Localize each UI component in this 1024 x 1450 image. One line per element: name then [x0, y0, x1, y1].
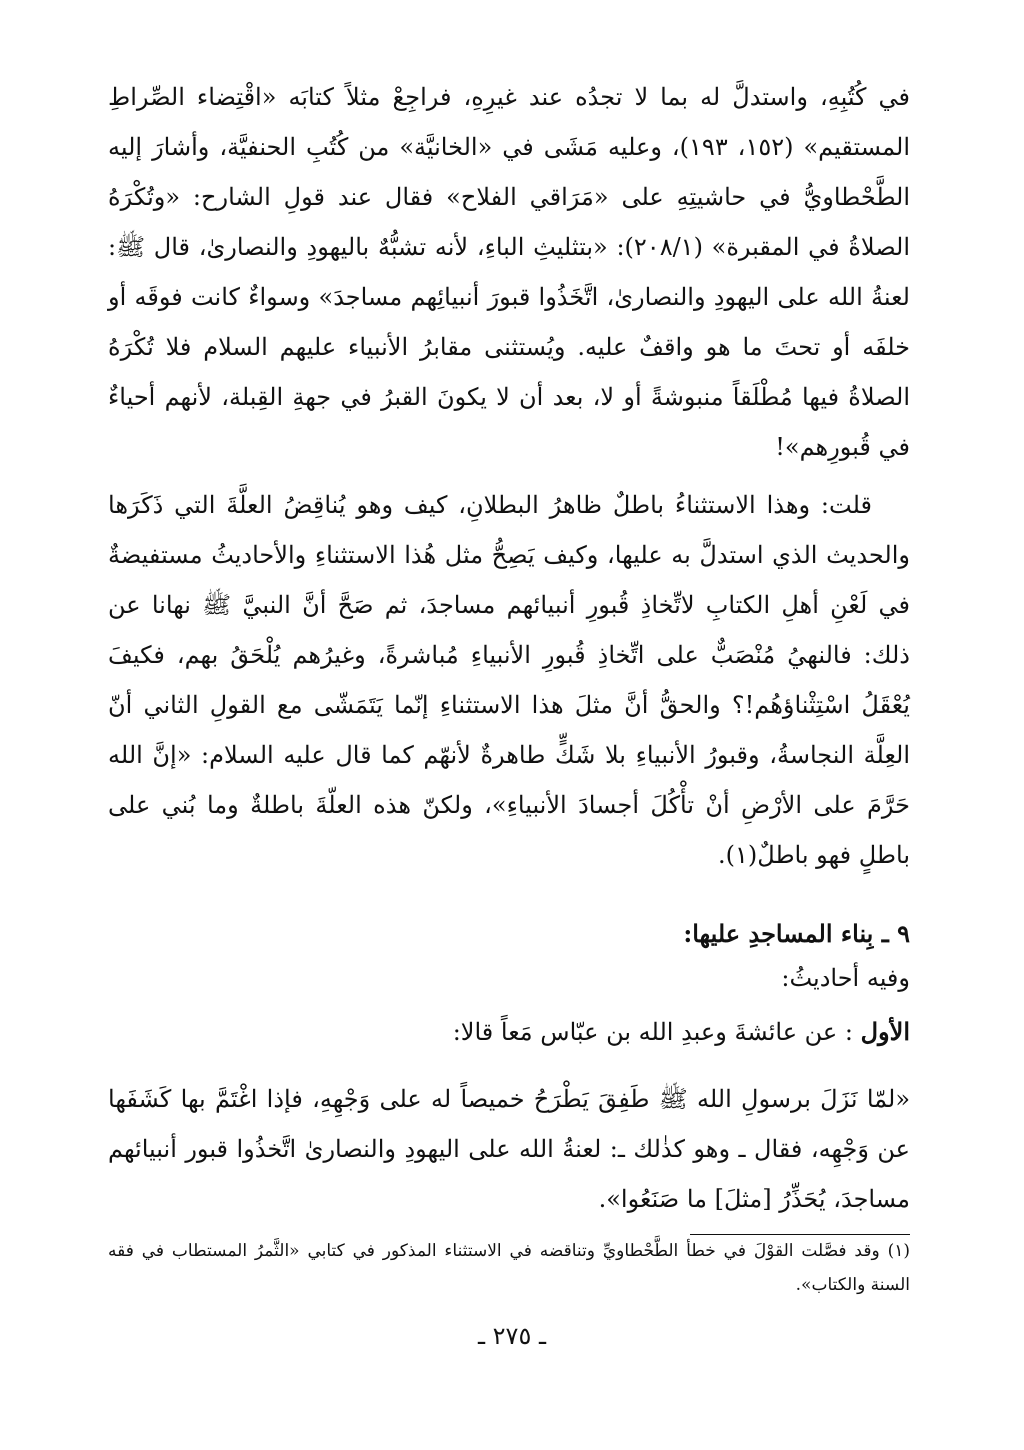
- hadith-text: [108, 1074, 910, 1224]
- paragraph-text: قلت: وهذا الاستثناءُ باطلٌ ظاهرُ البطلانِ، كيف وهو يُناقِضُ العلَّةَ التي ذَكَرَها والحديث الذي استدلَّ به عليها، وكيف يَصِحُّ مثل هُذا الاستثناءِ والأحاديثُ مستفيضةٌ في لَعْنِ أهلِ الكتابِ لاتِّخاذِ قُبورِ أنبيائهم مساجدَ، ثم صَحَّ أنَّ النبيَّ ﷺ نهانا عن ذلك: فالنهيُ مُنْصَبٌّ على اتِّخاذِ قُبورِ الأنبياءِ مُباشرةً، وغيرُهم يُلْحَقُ بهم، فكيفَ يُعْقَلُ اسْتِثْناؤهُم!؟ والحقُّ أنَّ مثلَ هذا الاستثناءِ إنّما يَتَمَشّى مع القولِ الثاني أنّ العِلَّة النجاسةُ، وقبورُ الأنبياءِ بلا شَكٍّ طاهرةٌ لأنهّم كما قال عليه السلام: «إنَّ الله حَرَّمَ على الأرْضِ أنْ تأْكُلَ أجسادَ الأنبياءِ»، ولكنّ هذه العلّةَ باطلةٌ وما بُني على باطلٍ فهو باطلٌ(١).: [108, 491, 910, 869]
- first-hadith-intro: [210, 1010, 910, 1054]
- body-paragraph-2: [108, 480, 910, 880]
- paragraph-text: في كُتُبِهِ، واستدلَّ له بما لا تجدُه عند غيرِهِ، فراجِعْ مثلاً كتابَه «اقْتِضاء الصِّراطِ المستقيم» (١٥٢، ١٩٣)، وعليه مَشَى في «الخانيَّة» من كُتُبِ الحنفيَّة، وأشارَ إليه الطَّحْطاويُّ في حاشيتِهِ على «مَرَاقي الفلاح» فقال عند قولِ الشارح: «وتُكْرَهُ الصلاةُ في المقبرة» (٢٠٨/١): «بتثليثِ الباءِ، لأنه تشبُّهٌ باليهودِ والنصارىٰ، قال ﷺ: لعنةُ الله على اليهودِ والنصارىٰ، اتَّخَذُوا قبورَ أنبيائِهم مساجدَ» وسواءٌ كانت فوقَه أو خلفَه أو تحتَ ما هو واقفٌ عليه. ويُستثنى مقابرُ الأنبياء عليهم السلام فلا تُكْرَهُ الصلاةُ فيها مُطْلَقاً منبوشةً أو لا، بعد أن لا يكونَ القبرُ في جهةِ القِبلة، لأنهم أحياءٌ في قُبورِهم»!: [108, 83, 911, 461]
- section-intro: وفيه أحاديثُ:: [781, 964, 910, 992]
- footnote: (١) وقد فصَّلت القوْلَ في خطأ الطَّحْطاويِّ وتناقضه في الاستثناء المذكور في كتابي «الثَّمرُ المستطاب في فقه السنة والكتاب».: [108, 1241, 910, 1295]
- section-block: [210, 912, 910, 1054]
- first-label: الأول: [860, 1017, 910, 1046]
- section-heading: ٩ ـ بِناء المساجدِ عليها:: [683, 919, 910, 948]
- first-rest: : عن عائشةَ وعبدِ الله بن عبّاس مَعاً قالا:: [452, 1018, 853, 1046]
- page-number: ـ ٢٧٥ ـ: [477, 1322, 546, 1350]
- hadith-paragraph: «لمّا نَزَلَ برسولِ الله ﷺ طَفِقَ يَطْرَحُ خميصاً له على وَجْهِهِ، فإذا اغْتَمَّ بها كَشَفَها عن وَجْهِه، فقال ـ وهو كذٰلك ـ: لعنةُ الله على اليهودِ والنصارىٰ اتَّخذُوا قبور أنبيائهم مساجدَ، يُحَذِّرُ [مثلَ] ما صَنَعُوا».: [108, 1085, 910, 1213]
- body-paragraph-1: [108, 72, 910, 472]
